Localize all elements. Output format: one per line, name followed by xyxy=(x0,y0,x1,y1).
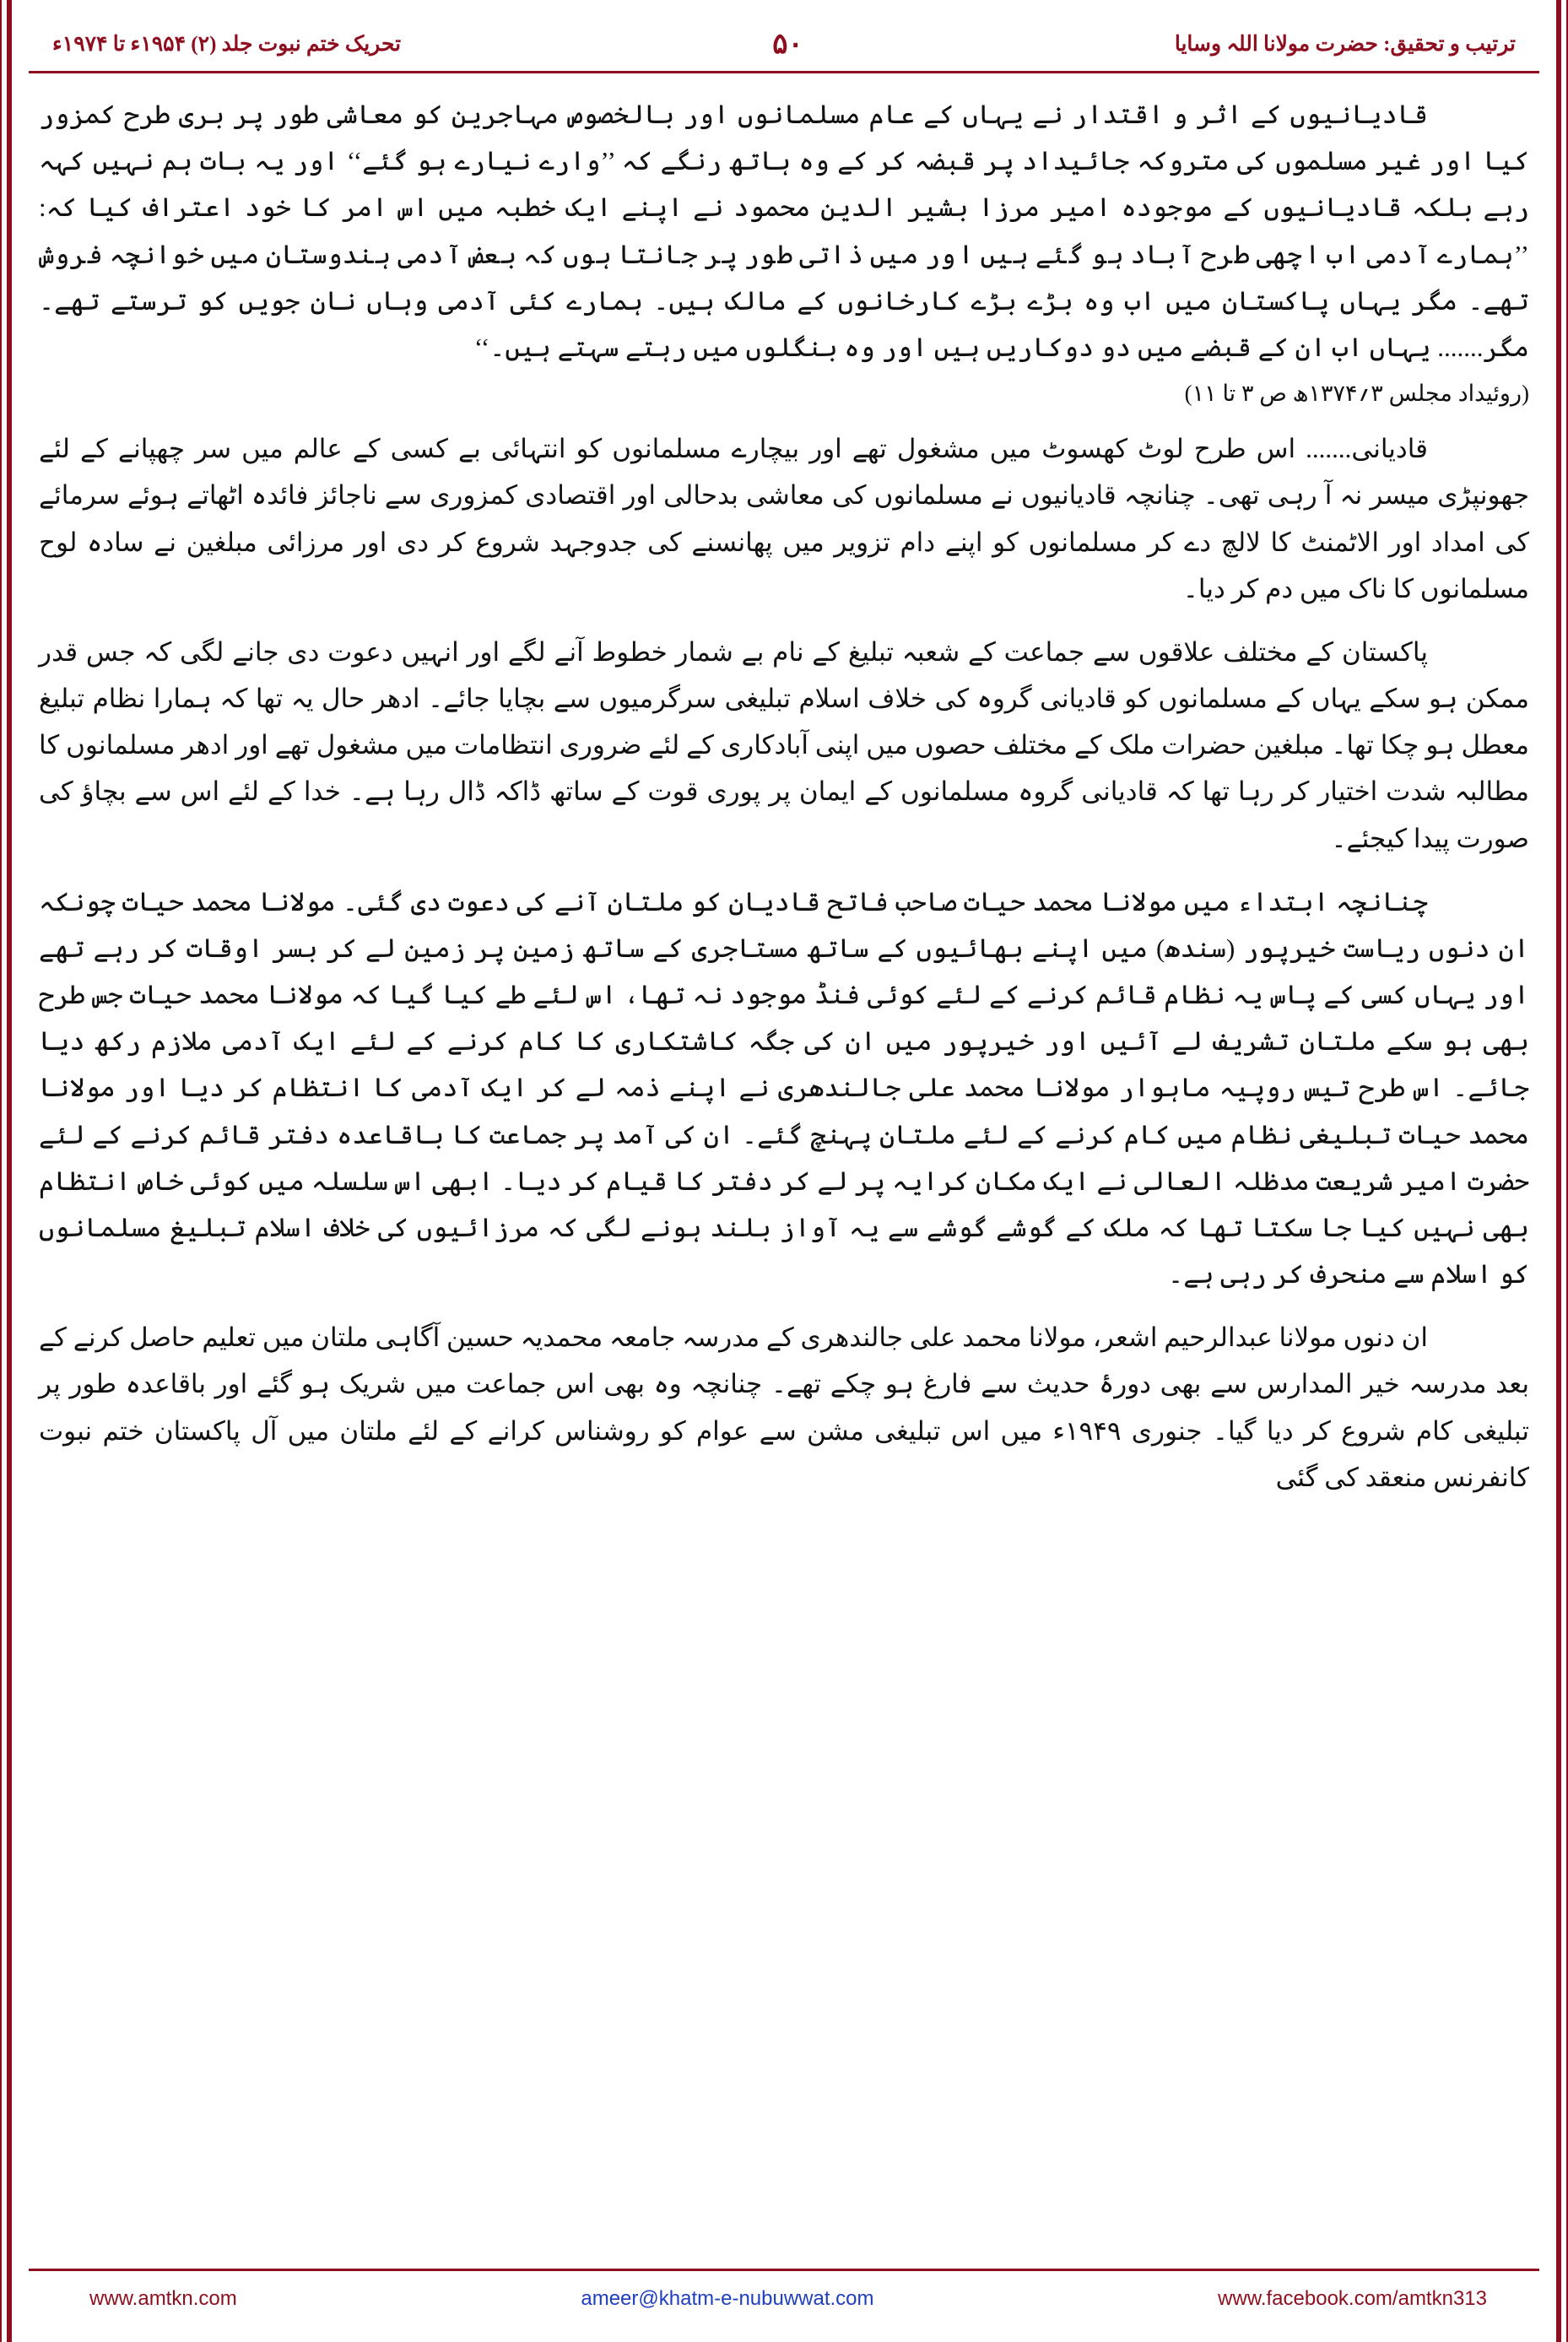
page-footer xyxy=(39,2278,1529,2320)
page-content xyxy=(39,91,1529,2241)
body-paragraph: قادیانی....... اس طرح لوٹ کھسوٹ میں مشغول تھے اور بیچارے مسلمانوں کو انتہائی بے کسی کے عالم میں سر چھپانے کے لئے جھونپڑی میسر نہ آ رہی تھی۔ چنانچہ قادیانیوں نے مسلمانوں کی معاشی بدحالی اور اقتصادی کمزوری سے ناجائز فائدہ اٹھاتے ہوئے سرمائے کی امداد اور الاٹمنٹ کا لالچ دے کر مسلمانوں کو اپنے دام تزویر میں پھانسنے کی جدوجہد شروع کر دی اور مرزائی مبلغین نے سادہ لوح مسلمانوں کا ناک میں دم کر دیا۔ xyxy=(39,434,1529,603)
paragraph-spacer xyxy=(39,1302,1529,1314)
body-paragraph: پاکستان کے مختلف علاقوں سے جماعت کے شعبہ تبلیغ کے نام بے شمار خطوط آنے لگے اور انہیں دعوت دی جانے لگی کہ جس قدر ممکن ہو سکے یہاں کے مسلمانوں کو قادیانی گروہ کی خلاف اسلام تبلیغی سرگرمیوں سے بچایا جائے۔ ادھر حال یہ تھا کہ ہمارا نظام تبلیغ معطل ہو چکا تھا۔ مبلغین حضرات ملک کے مختلف حصوں میں اپنی آبادکاری کے لئے ضروری انتظامات میں مشغول تھے اور ادھر مسلمانوں کا مطالبہ شدت اختیار کر رہا تھا کہ قادیانی گروہ مسلمانوں کے ایمان پر پوری قوت کے ساتھ ڈاکہ ڈال رہا ہے۔ خدا کے لئے اس سے بچاؤ کی صورت پیدا کیجئے۔ xyxy=(39,636,1529,853)
page-header xyxy=(34,20,1534,68)
citation-reference: (روئیداد مجلس ۳؍۱۳۷۴ھ ص ۳ تا ۱۱) xyxy=(1184,381,1529,407)
body-paragraph: چنانچہ ابتداء میں مولانا محمد حیات صاحب فاتح قادیان کو ملتان آنے کی دعوت دی گئی۔ مولانا محمد حیات چونکہ ان دنوں ریاست خیرپور (سندھ) میں اپنے بھائیوں کے ساتھ مستاجری کے ساتھ زمین پر زمین لے کر بسر اوقات کر رہے تھے اور یہاں کسی کے پاس یہ نظام قائم کرنے کے لئے کوئی فنڈ موجود نہ تھا، اس لئے طے کیا گیا کہ مولانا محمد حیات جس طرح بھی ہو سکے ملتان تشریف لے آئیں اور خیرپور میں ان کی جگہ کاشتکاری کا کام کرنے کے لئے ایک آدمی ملازم رکھ دیا جائے۔ اس طرح تیس روپیہ ماہوار مولانا محمد علی جالندھری نے اپنے ذمہ لے کر ایک آدمی کا انتظام کر دیا اور مولانا محمد حیات تبلیغی نظام میں کام کرنے کے لئے ملتان پہنچ گئے۔ ان کی آمد پر جماعت کا باقاعدہ دفتر قائم کرنے کے لئے حضرت امیر شریعت مدظلہ العالی نے ایک مکان کرایہ پر لے کر دفتر کا قیام کر دیا۔ ابھی اس سلسلہ میں کوئی خاص انتظام بھی نہیں کیا جا سکتا تھا کہ ملک کے گوشے گوشے سے یہ آواز بلند ہونے لگی کہ مرزائیوں کی خلاف اسلام تبلیغ مسلمانوں کو اسلام سے منحرف کر رہی ہے۔ xyxy=(39,886,1530,1290)
footer-facebook-link[interactable]: www.facebook.com/amtkn313 xyxy=(1218,2287,1487,2310)
header-divider xyxy=(29,71,1539,73)
left-border-rule xyxy=(7,0,12,2342)
body-paragraph: ان دنوں مولانا عبدالرحیم اشعر، مولانا محمد علی جالندھری کے مدرسہ جامعہ محمدیہ حسین آگاہی ملتان میں تعلیم حاصل کرنے کے بعد مدرسہ خیر المدارس سے بھی دورۂ حدیث سے فارغ ہو چکے تھے۔ چنانچہ وہ بھی اس جماعت میں شریک ہو گئے اور باقاعدہ طور پر تبلیغی کام شروع کر دیا گیا۔ جنوری ۱۹۴۹ء میں اس تبلیغی مشن سے عوام کو روشناس کرانے کے لئے ملتان میں آل پاکستان ختم نبوت کانفرنس منعقد کی گئی xyxy=(39,1322,1529,1492)
footer-email-link[interactable]: ameer@khatm-e-nubuwwat.com xyxy=(581,2287,874,2310)
footer-website-link[interactable]: www.amtkn.com xyxy=(89,2287,237,2310)
paragraph-spacer xyxy=(39,867,1529,879)
header-book-title: تحریک ختم نبوت جلد (۲) ۱۹۵۴ء تا ۱۹۷۴ء xyxy=(52,33,402,56)
right-border-rule xyxy=(1556,0,1561,2342)
paragraph-spacer xyxy=(39,617,1529,629)
body-paragraph: قادیانیوں کے اثر و اقتدار نے یہاں کے عام مسلمانوں اور بالخصوص مہاجرین کو معاشی طور پر بری طرح کمزور کیا اور غیر مسلموں کی متروکہ جائیداد پر قبضہ کر کے وہ ہاتھ رنگے کہ ’’وارے نیارے ہو گئے‘‘ اور یہ بات ہم نہیں کہہ رہے بلکہ قادیانیوں کے موجودہ امیر مرزا بشیر الدین محمود نے اپنے ایک خطبہ میں اس امر کا خود اعتراف کیا کہ: ’’ہمارے آدمی اب اچھی طرح آباد ہو گئے ہیں اور میں ذاتی طور پر جانتا ہوں کہ بعض آدمی ہندوستان میں خوانچہ فروش تھے۔ مگر یہاں پاکستان میں اب وہ بڑے بڑے کارخانوں کے مالک ہیں۔ ہمارے کئی آدمی وہاں نان جویں کو ترستے تھے۔ مگر....... یہاں اب ان کے قبضے میں دو دوکاریں ہیں اور وہ بنگلوں میں رہتے سہتے ہیں۔‘‘ xyxy=(39,100,1529,362)
footer-divider xyxy=(29,2269,1539,2271)
page-number: ۵۰ xyxy=(772,29,803,60)
header-compiler-text: ترتیب و تحقیق: حضرت مولانا اللہ وسایا xyxy=(1174,33,1516,56)
